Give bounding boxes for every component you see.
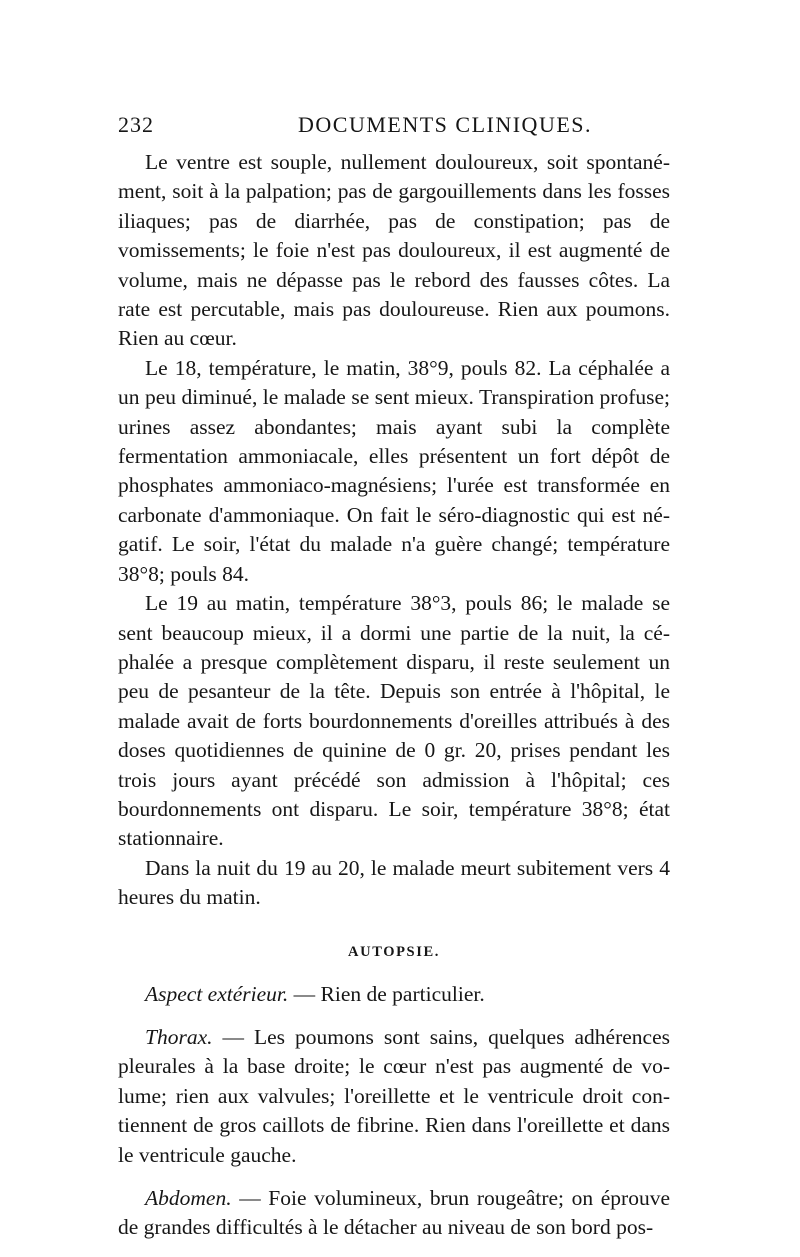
subsection-label: Abdomen.: [145, 1186, 232, 1210]
subsection-aspect-exterieur: [118, 980, 670, 1009]
subsection-label: Aspect extérieur.: [145, 981, 289, 1006]
running-title: DOCUMENTS CLINIQUES.: [298, 112, 592, 137]
paragraph-day-18: Le 18, température, le matin, 38°9, pouls 82. La céphalée a un peu diminué, le malade se sent mieux. Transpiration profuse; urines assez abondantes; mais ayant subi la complète fermentation ammoniacale, elles présentent un fort dépôt de phosphates ammoniaco-magnésiens; l'urée est transformée en carbonate d'ammoniaque. On fait le séro-diagnostic qui est négatif. Le soir, l'état du malade n'a guère changé; température 38°8; pouls 84.: [118, 355, 670, 586]
subsection-text: — Rien de particulier.: [288, 981, 485, 1006]
section-heading-autopsie: AUTOPSIE.: [348, 943, 440, 960]
running-head: [118, 112, 670, 142]
page-number: 232: [118, 112, 154, 137]
paragraph-death: Dans la nuit du 19 au 20, le malade meurt subitement vers 4 heures du matin.: [118, 855, 670, 910]
subsection-text: — Les poumons sont sains, quelques adhérences pleurales à la base droite; le cœur n'est pas augmenté de volume; rien aux valvules; l'oreillette et le ventricule droit contiennent de gros caillots de fibrine. Rien dans l'oreillette et dans le ventricule gauche.: [118, 1024, 670, 1167]
paragraph-abdomen-exam: Le ventre est souple, nullement douloureux, soit spontanément, soit à la palpation; pas de gargouillements dans les fosses iliaques; pas de diarrhée, pas de constipation; pas de vomissements; le foie n'est pas douloureux, il est augmenté de volume, mais ne dépasse pas le rebord des fausses côtes. La rate est percutable, mais pas douloureuse. Rien aux poumons. Rien au cœur.: [118, 150, 670, 351]
subsection-abdomen: [118, 1184, 670, 1243]
paragraph-day-19: Le 19 au matin, température 38°3, pouls 86; le malade se sent beaucoup mieux, il a dormi une partie de la nuit, la céphalée a presque complètement disparu, il reste seulement un peu de pesanteur de la tête. Depuis son entrée à l'hôpital, le malade avait de forts bourdonnements d'oreilles attribués à des doses quotidiennes de quinine de 0 gr. 20, prises pendant les trois jours ayant précédé son admission à l'hôpital; ces bourdonnements ont disparu. Le soir, température 38°8; état stationnaire.: [118, 591, 670, 851]
subsection-thorax: [118, 1023, 670, 1170]
body-text: [118, 148, 670, 1257]
subsection-label: Thorax.: [145, 1024, 213, 1049]
subsection-text: — Foie volumineux, brun rougeâtre; on éprouve de grandes difficultés à le détacher au niveau de son bord pos-: [118, 1186, 670, 1240]
